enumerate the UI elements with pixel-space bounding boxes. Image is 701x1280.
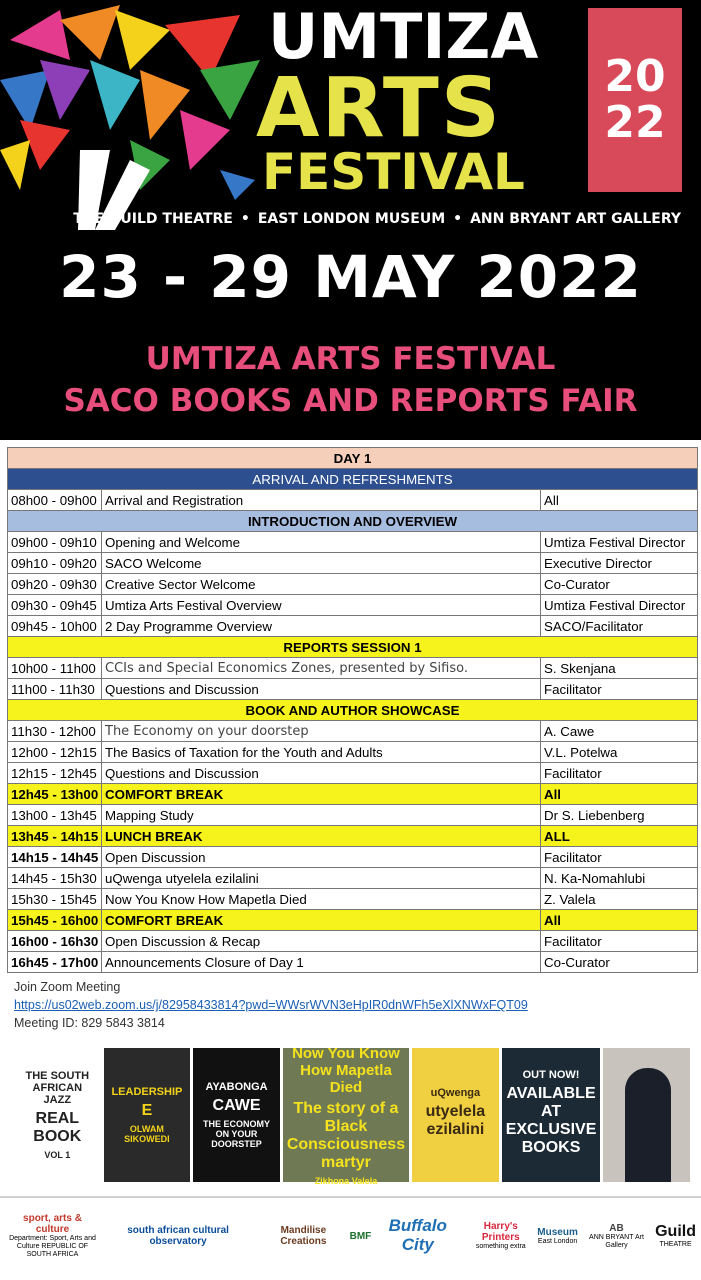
cell-time: 14h45 - 15h30 [8, 868, 102, 889]
cover-text: AVAILABLE AT EXCLUSIVE BOOKS [505, 1085, 597, 1156]
schedule-row [8, 616, 698, 637]
schedule-row [8, 574, 698, 595]
sponsor-name: Mandilise Creations [280, 1225, 327, 1247]
cell-who: All [541, 910, 698, 931]
book-cover [412, 1048, 499, 1182]
venue-separator: • [240, 211, 250, 227]
sponsor-logo [578, 1223, 655, 1249]
sponsor-name: BMF [349, 1230, 372, 1242]
cell-time: 15h45 - 16h00 [8, 910, 102, 931]
cell-who: Facilitator [541, 763, 698, 784]
schedule-row [8, 742, 698, 763]
cell-who: Executive Director [541, 553, 698, 574]
sponsor-name: AB [609, 1222, 624, 1234]
section-title: INTRODUCTION AND OVERVIEW [8, 511, 698, 532]
cover-text: Now You Know How Mapetla Died [292, 1044, 400, 1096]
cover-text: E [141, 1102, 153, 1119]
section-header-row [8, 469, 698, 490]
cell-activity: The Basics of Taxation for the Youth and Adults [102, 742, 541, 763]
year-box [588, 8, 682, 192]
cover-text: OUT NOW! [522, 1069, 580, 1081]
festival-logo-graphic [0, 0, 270, 220]
subtitle-line2: SACO BOOKS AND REPORTS FAIR [63, 383, 638, 419]
sponsor-logo [371, 1217, 464, 1254]
title-festival: FESTIVAL [262, 143, 525, 201]
schedule-table [7, 447, 698, 973]
cell-activity: The Economy on your doorstep [102, 721, 541, 742]
zoom-info [14, 978, 528, 1032]
cell-activity: Creative Sector Welcome [102, 574, 541, 595]
sponsor-logo [257, 1225, 349, 1247]
cell-who: Facilitator [541, 679, 698, 700]
cell-who: SACO/Facilitator [541, 616, 698, 637]
sponsor-logos [6, 1206, 696, 1266]
schedule-row [8, 889, 698, 910]
venue-museum: EAST LONDON MUSEUM [257, 211, 446, 227]
cell-who: All [541, 784, 698, 805]
schedule-row [8, 532, 698, 553]
cell-activity: Open Discussion [102, 847, 541, 868]
cover-text: uQwenga [430, 1087, 481, 1099]
book-cover [603, 1048, 690, 1182]
schedule-row [8, 952, 698, 973]
venue-gallery: ANN BRYANT ART GALLERY [470, 211, 681, 227]
schedule-row [8, 721, 698, 742]
cell-activity: LUNCH BREAK [102, 826, 541, 847]
cell-activity: Open Discussion & Recap [102, 931, 541, 952]
schedule-row [8, 847, 698, 868]
book-cover [283, 1044, 409, 1186]
section-header-row [8, 637, 698, 658]
cover-text: Zikhona Valela [314, 1175, 378, 1186]
sponsor-logo [99, 1225, 257, 1247]
cell-time: 09h30 - 09h45 [8, 595, 102, 616]
title-arts: ARTS [256, 61, 502, 156]
cell-who: Facilitator [541, 847, 698, 868]
sponsor-sub: ANN BRYANT Art Gallery [589, 1233, 644, 1249]
zoom-label: Join Zoom Meeting [14, 980, 121, 994]
break-row [8, 826, 698, 847]
sponsor-sub: THEATRE [659, 1240, 692, 1248]
book-cover [502, 1048, 601, 1182]
cell-who: Co-Curator [541, 574, 698, 595]
venue-separator: • [453, 211, 463, 227]
year-top: 20 [604, 50, 666, 102]
sponsor-name: Guild [655, 1223, 696, 1241]
footer-divider [0, 1196, 701, 1198]
sponsor-logo [6, 1213, 99, 1258]
section-title: REPORTS SESSION 1 [8, 637, 698, 658]
sponsor-name: Harry's Printers [481, 1221, 520, 1244]
cell-who: S. Skenjana [541, 658, 698, 679]
cell-activity: 2 Day Programme Overview [102, 616, 541, 637]
cell-who: N. Ka-Nomahlubi [541, 868, 698, 889]
cell-time: 12h15 - 12h45 [8, 763, 102, 784]
sponsor-logo [464, 1221, 537, 1251]
cell-time: 10h00 - 11h00 [8, 658, 102, 679]
section-title: BOOK AND AUTHOR SHOWCASE [8, 700, 698, 721]
book-covers-strip [14, 1044, 690, 1186]
schedule-row [8, 658, 698, 679]
section-title: ARRIVAL AND REFRESHMENTS [8, 469, 698, 490]
sponsor-logo [537, 1227, 578, 1246]
schedule-row [8, 490, 698, 511]
festival-header [0, 0, 701, 440]
cell-who: A. Cawe [541, 721, 698, 742]
section-title: DAY 1 [8, 448, 698, 469]
cell-time: 16h45 - 17h00 [8, 952, 102, 973]
book-cover [14, 1048, 101, 1182]
sponsor-logo [350, 1231, 372, 1242]
cell-time: 15h30 - 15h45 [8, 889, 102, 910]
cell-who: ALL [541, 826, 698, 847]
cell-activity: Opening and Welcome [102, 532, 541, 553]
author-photo [625, 1068, 671, 1182]
zoom-link[interactable]: https://us02web.zoom.us/j/82958433814?pwd=WWsrWVN3eHpIR0dnWFh5eXlXNWxFQT09 [14, 998, 528, 1012]
schedule-row [8, 763, 698, 784]
cell-time: 09h00 - 09h10 [8, 532, 102, 553]
subtitle-line1: UMTIZA ARTS FESTIVAL [145, 341, 556, 377]
sponsor-name: sport, arts & culture [23, 1213, 82, 1236]
break-row [8, 784, 698, 805]
cell-activity: Questions and Discussion [102, 763, 541, 784]
cell-who: Facilitator [541, 931, 698, 952]
cell-activity: Mapping Study [102, 805, 541, 826]
cell-time: 09h45 - 10h00 [8, 616, 102, 637]
cell-time: 09h20 - 09h30 [8, 574, 102, 595]
cell-time: 13h00 - 13h45 [8, 805, 102, 826]
cell-who: Dr S. Liebenberg [541, 805, 698, 826]
cell-activity: Umtiza Arts Festival Overview [102, 595, 541, 616]
book-cover [193, 1048, 280, 1182]
cell-who: Z. Valela [541, 889, 698, 910]
cell-activity: COMFORT BREAK [102, 910, 541, 931]
zoom-meeting-id: Meeting ID: 829 5843 3814 [14, 1016, 165, 1030]
cell-activity: Questions and Discussion [102, 679, 541, 700]
sponsor-logo [655, 1223, 696, 1248]
break-row [8, 910, 698, 931]
cover-text: OLWAM SIKOWEDI [124, 1124, 170, 1144]
section-header-row [8, 511, 698, 532]
venue-guild: THE GUILD THEATRE [73, 211, 233, 227]
book-cover [104, 1048, 191, 1182]
schedule-row [8, 931, 698, 952]
cell-time: 09h10 - 09h20 [8, 553, 102, 574]
cover-text: utyelela ezilalini [425, 1103, 486, 1138]
sponsor-sub: something extra [475, 1243, 526, 1251]
cell-who: V.L. Potelwa [541, 742, 698, 763]
cover-text [451, 1141, 459, 1145]
section-header-row [8, 700, 698, 721]
cover-text: The story of a Black Consciousness martyr [286, 1099, 406, 1171]
sponsor-name: south african cultural observatory [127, 1225, 229, 1247]
festival-dates: 23 - 29 MAY 2022 [59, 243, 642, 311]
cell-activity: Announcements Closure of Day 1 [102, 952, 541, 973]
cover-text: REAL BOOK [33, 1110, 82, 1145]
cell-time: 13h45 - 14h15 [8, 826, 102, 847]
cell-time: 11h00 - 11h30 [8, 679, 102, 700]
schedule-row [8, 805, 698, 826]
cover-text: THE ECONOMY ON YOUR DOORSTEP [203, 1119, 271, 1149]
cell-activity: uQwenga utyelela ezilalini [102, 868, 541, 889]
cover-text: AYABONGA [205, 1081, 268, 1093]
cell-time: 12h45 - 13h00 [8, 784, 102, 805]
year-bottom: 22 [604, 97, 666, 148]
sponsor-sub: Department: Sport, Arts and Culture REPUBLIC OF SOUTH AFRICA [9, 1235, 96, 1258]
cover-text: CAWE [212, 1097, 261, 1114]
cell-who: Umtiza Festival Director [541, 595, 698, 616]
schedule-row [8, 553, 698, 574]
cell-activity: Arrival and Registration [102, 490, 541, 511]
sponsor-name: Museum [537, 1226, 578, 1238]
cell-time: 12h00 - 12h15 [8, 742, 102, 763]
cell-who: All [541, 490, 698, 511]
cover-text: LEADERSHIP [111, 1086, 183, 1098]
schedule-row [8, 868, 698, 889]
cell-time: 11h30 - 12h00 [8, 721, 102, 742]
cell-time: 14h15 - 14h45 [8, 847, 102, 868]
cell-activity: Now You Know How Mapetla Died [102, 889, 541, 910]
schedule-row [8, 679, 698, 700]
schedule-row [8, 595, 698, 616]
title-umtiza: UMTIZA [268, 0, 539, 73]
day-header-row [8, 448, 698, 469]
sponsor-name: Buffalo City [388, 1216, 447, 1254]
cell-activity: CCIs and Special Economics Zones, presented by Sifiso. [102, 658, 541, 679]
cover-text: VOL 1 [44, 1150, 71, 1160]
cell-who: Umtiza Festival Director [541, 532, 698, 553]
cell-activity: COMFORT BREAK [102, 784, 541, 805]
cover-text: THE SOUTH AFRICAN JAZZ [25, 1070, 90, 1106]
cell-who: Co-Curator [541, 952, 698, 973]
cell-time: 16h00 - 16h30 [8, 931, 102, 952]
cell-time: 08h00 - 09h00 [8, 490, 102, 511]
sponsor-sub: East London [537, 1237, 578, 1245]
cell-activity: SACO Welcome [102, 553, 541, 574]
venues-line [0, 212, 701, 226]
cover-text [547, 1159, 555, 1163]
